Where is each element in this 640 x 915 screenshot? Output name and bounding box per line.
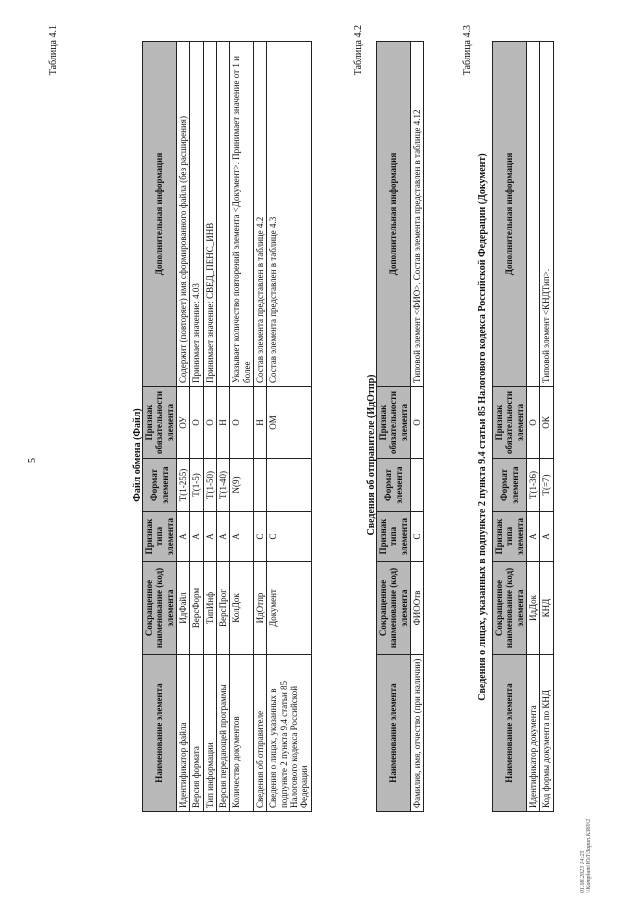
cell-additional-info: Состав элемента представлен в таблице 4.3 bbox=[267, 42, 311, 387]
column-header: Дополнительная информация bbox=[143, 42, 177, 387]
table-4-1-label: Таблица 4.1 bbox=[48, 25, 59, 76]
cell-element-code: ИдФайл bbox=[177, 562, 190, 655]
cell-additional-info: Состав элемента представлен в таблице 4.2 bbox=[254, 42, 267, 387]
cell-additional-info: Принимает значение: 4.03 bbox=[190, 42, 203, 387]
column-header: Сокращенное наименование (код) элемента bbox=[143, 562, 177, 655]
column-header: Признак обязательности элемента bbox=[377, 387, 411, 459]
table-4-2 bbox=[376, 41, 424, 812]
cell-element-required: О bbox=[411, 387, 424, 459]
cell-element-required: Н bbox=[254, 387, 267, 459]
column-header: Наименование элемента bbox=[143, 655, 177, 812]
cell-element-name: Идентификатор файла bbox=[177, 655, 190, 812]
table-4-2-label: Таблица 4.2 bbox=[353, 25, 364, 76]
cell-element-required: О bbox=[527, 387, 540, 459]
cell-element-name: Тип информации bbox=[203, 655, 216, 812]
cell-element-required: Н bbox=[217, 387, 230, 459]
column-header: Дополнительная информация bbox=[493, 42, 527, 387]
cell-element-name: Сведения об отправителе bbox=[254, 655, 267, 812]
table-4-2-header-row bbox=[377, 42, 411, 812]
table-4-3-label: Таблица 4.3 bbox=[462, 25, 473, 76]
cell-element-type: А bbox=[540, 512, 553, 562]
table-row bbox=[254, 42, 267, 812]
cell-element-type: А bbox=[203, 512, 216, 562]
cell-element-required: ОК bbox=[540, 387, 553, 459]
cell-element-format: N(9) bbox=[230, 459, 254, 512]
table-4-3 bbox=[492, 41, 554, 812]
cell-element-code: ИдДок bbox=[527, 562, 540, 655]
cell-element-required: О bbox=[203, 387, 216, 459]
column-header: Признак типа элемента bbox=[143, 512, 177, 562]
column-header: Наименование элемента bbox=[493, 655, 527, 812]
cell-additional-info: Указывает количество повторений элемента <Документ>. Принимает значение от 1 и более bbox=[230, 42, 254, 387]
table-row bbox=[177, 42, 190, 812]
cell-element-format: Т(1-36) bbox=[527, 459, 540, 512]
table-4-1 bbox=[142, 41, 312, 812]
cell-element-format: Т(1-255) bbox=[177, 459, 190, 512]
cell-element-code: ФИООтв bbox=[411, 562, 424, 655]
cell-additional-info: Содержит (повторяет) имя сформированного файла (без расширения) bbox=[177, 42, 190, 387]
table-row bbox=[190, 42, 203, 812]
cell-element-name: Количество документов bbox=[230, 655, 254, 812]
cell-element-name: Код формы документа по КНД bbox=[540, 655, 553, 812]
cell-additional-info: Принимает значение: СВЕД_ПЕНС_ИНВ bbox=[203, 42, 216, 387]
cell-element-name: Версия формата bbox=[190, 655, 203, 812]
column-header: Формат элемента bbox=[493, 459, 527, 512]
cell-element-code: ВерсПрог bbox=[217, 562, 230, 655]
column-header: Признак обязательности элемента bbox=[143, 387, 177, 459]
table-4-2-title: Сведения об отправителе (ИдОтпр) bbox=[366, 374, 377, 536]
cell-element-type: А bbox=[177, 512, 190, 562]
cell-element-code: ВерсФорм bbox=[190, 562, 203, 655]
cell-element-type: А bbox=[527, 512, 540, 562]
table-row bbox=[203, 42, 216, 812]
column-header: Признак обязательности элемента bbox=[493, 387, 527, 459]
table-4-3-header-row bbox=[493, 42, 527, 812]
cell-element-format: Т(=7) bbox=[540, 459, 553, 512]
column-header: Сокращенное наименование (код) элемента bbox=[493, 562, 527, 655]
cell-element-required: ОМ bbox=[267, 387, 311, 459]
cell-element-format bbox=[267, 459, 311, 512]
table-row bbox=[267, 42, 311, 812]
cell-element-name: Фамилия, имя, отчество (при наличии) bbox=[411, 655, 424, 812]
cell-additional-info: Типовой элемент <ФИО>. Состав элемента представлен в таблице 4.12 bbox=[411, 42, 424, 387]
column-header: Наименование элемента bbox=[377, 655, 411, 812]
table-4-3-title: Сведения о лицах, указанных в подпункте 2 пункта 9.4 статьи 85 Налогового кодекса Российской Федерации (Документ) bbox=[477, 153, 488, 701]
cell-element-type: А bbox=[217, 512, 230, 562]
cell-element-name: Версия передающей программы bbox=[217, 655, 230, 812]
cell-element-required: О bbox=[190, 387, 203, 459]
cell-element-name: Идентификатор документа bbox=[527, 655, 540, 812]
cell-element-type: А bbox=[190, 512, 203, 562]
column-header: Признак типа элемента bbox=[377, 512, 411, 562]
cell-element-format: Т(1-50) bbox=[203, 459, 216, 512]
column-header: Формат элемента bbox=[377, 459, 411, 512]
table-row bbox=[540, 42, 553, 812]
footer-stamp bbox=[580, 593, 592, 893]
cell-element-code: ТипИнф bbox=[203, 562, 216, 655]
cell-additional-info bbox=[217, 42, 230, 387]
footer-path: \\Komplum\ЮЛ\Зарип.КЗ60\2 bbox=[586, 818, 592, 893]
column-header: Дополнительная информация bbox=[377, 42, 411, 387]
column-header: Формат элемента bbox=[143, 459, 177, 512]
table-row bbox=[411, 42, 424, 812]
column-header: Сокращенное наименование (код) элемента bbox=[377, 562, 411, 655]
cell-element-type: С bbox=[411, 512, 424, 562]
table-4-1-header-row bbox=[143, 42, 177, 812]
cell-element-type: С bbox=[254, 512, 267, 562]
cell-element-code: Документ bbox=[267, 562, 311, 655]
cell-element-format: Т(1-5) bbox=[190, 459, 203, 512]
cell-element-code: ИдОтпр bbox=[254, 562, 267, 655]
cell-additional-info bbox=[527, 42, 540, 387]
table-row bbox=[217, 42, 230, 812]
cell-element-format bbox=[254, 459, 267, 512]
table-row bbox=[230, 42, 254, 812]
cell-element-name: Сведения о лицах, указанных в подпункте 2 пункта 9.4 статьи 85 Налогового кодекса Российской Федерации bbox=[267, 655, 311, 812]
cell-element-required: ОУ bbox=[177, 387, 190, 459]
cell-element-type: С bbox=[267, 512, 311, 562]
cell-additional-info: Типовой элемент <КНДТип>. bbox=[540, 42, 553, 387]
table-4-1-title: Файл обмена (Файл) bbox=[132, 408, 143, 502]
cell-element-required: О bbox=[230, 387, 254, 459]
column-header: Признак типа элемента bbox=[493, 512, 527, 562]
cell-element-code: КолДок bbox=[230, 562, 254, 655]
cell-element-format bbox=[411, 459, 424, 512]
cell-element-code: КНД bbox=[540, 562, 553, 655]
table-row bbox=[527, 42, 540, 812]
page-number: 5 bbox=[27, 458, 38, 463]
cell-element-format: Т(1-40) bbox=[217, 459, 230, 512]
footer-date: 01.08.2023 14:25 bbox=[580, 850, 586, 893]
cell-element-type: А bbox=[230, 512, 254, 562]
